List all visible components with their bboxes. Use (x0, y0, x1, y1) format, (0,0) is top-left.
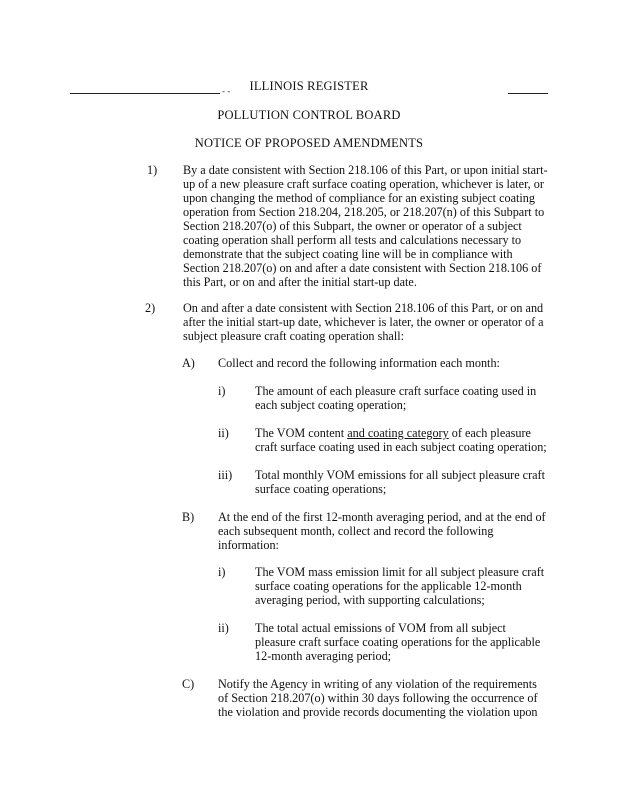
header-rule-right (508, 93, 548, 94)
item-C-line: Notify the Agency in writing of any violation of the requirements (218, 677, 537, 691)
item-A-text: Collect and record the following information each month: (218, 356, 500, 370)
item-B-ii-line: 12-month averaging period; (255, 649, 392, 663)
item-1-line: coating operation shall perform all tests and calculations necessary to (183, 233, 522, 247)
item-A-marker: A) (182, 356, 195, 370)
item-A-iii-marker: iii) (218, 468, 233, 482)
item-A-i-line: The amount of each pleasure craft surface coating used in (255, 384, 537, 398)
item-B-marker: B) (182, 510, 195, 524)
item-A-ii-line (255, 426, 531, 440)
register-title: ILLINOIS REGISTER (249, 79, 369, 93)
item-2-line: after the initial start-up date, whichever is later, the owner or operator of a (183, 315, 544, 329)
item-1-line: demonstrate that the subject coating line will be in compliance with (183, 247, 513, 261)
header-dash-left: - - (222, 86, 231, 96)
item-B-line: each subsequent month, collect and record the following (218, 524, 494, 538)
item-B-i-line: surface coating operations for the applicable 12-month (255, 579, 522, 593)
item-2-line: On and after a date consistent with Section 218.106 of this Part, or on and (183, 301, 544, 315)
item-1-line: Section 218.207(o) on and after a date consistent with Section 218.106 of (183, 261, 542, 275)
item-A-iii-line: surface coating operations; (255, 482, 387, 496)
item-1-line: By a date consistent with Section 218.106 of this Part, or upon initial start- (183, 163, 548, 177)
item-B-ii-marker: ii) (218, 621, 229, 635)
item-2-marker: 2) (145, 301, 156, 315)
item-1-line: operation from Section 218.204, 218.205, or 218.207(n) of this Subpart to (183, 205, 545, 219)
item-B-i-line: averaging period, with supporting calculations; (255, 593, 485, 607)
item-A-i-marker: i) (218, 384, 226, 398)
notice-title: NOTICE OF PROPOSED AMENDMENTS (194, 136, 424, 150)
item-A-ii-line: craft surface coating used in each subject coating operation; (255, 440, 547, 454)
item-A-i-line: each subject coating operation; (255, 398, 407, 412)
item-B-line: At the end of the first 12-month averaging period, and at the end of (218, 510, 546, 524)
item-B-line: information: (218, 538, 279, 552)
item-C-line: of Section 218.207(o) within 30 days following the occurrence of (218, 691, 538, 705)
item-A-iii-line: Total monthly VOM emissions for all subject pleasure craft (255, 468, 546, 482)
inserted-text: and coating category (347, 426, 449, 440)
board-name: POLLUTION CONTROL BOARD (217, 108, 401, 122)
item-1-line: Section 218.207(o) of this Subpart, the owner or operator of a subject (183, 219, 522, 233)
item-A-ii-text: of each pleasure (448, 426, 531, 440)
item-1-line: upon changing the method of compliance for an existing subject coating (183, 191, 535, 205)
item-1-line: this Part, or on and after the initial start-up date. (183, 275, 417, 289)
item-B-i-marker: i) (218, 565, 226, 579)
item-2-line: subject pleasure craft coating operation shall: (183, 329, 404, 343)
item-B-ii-line: The total actual emissions of VOM from all subject (255, 621, 506, 635)
item-B-i-line: The VOM mass emission limit for all subject pleasure craft (255, 565, 545, 579)
item-C-line: the violation and provide records documenting the violation upon (218, 705, 538, 719)
item-1-marker: 1) (147, 163, 158, 177)
item-B-ii-line: pleasure craft surface coating operations for the applicable (255, 635, 541, 649)
item-C-marker: C) (182, 677, 195, 691)
item-A-ii-marker: ii) (218, 426, 229, 440)
item-1-line: up of a new pleasure craft surface coating operation, whichever is later, or (183, 177, 544, 191)
item-A-ii-text: The VOM content (255, 426, 348, 440)
